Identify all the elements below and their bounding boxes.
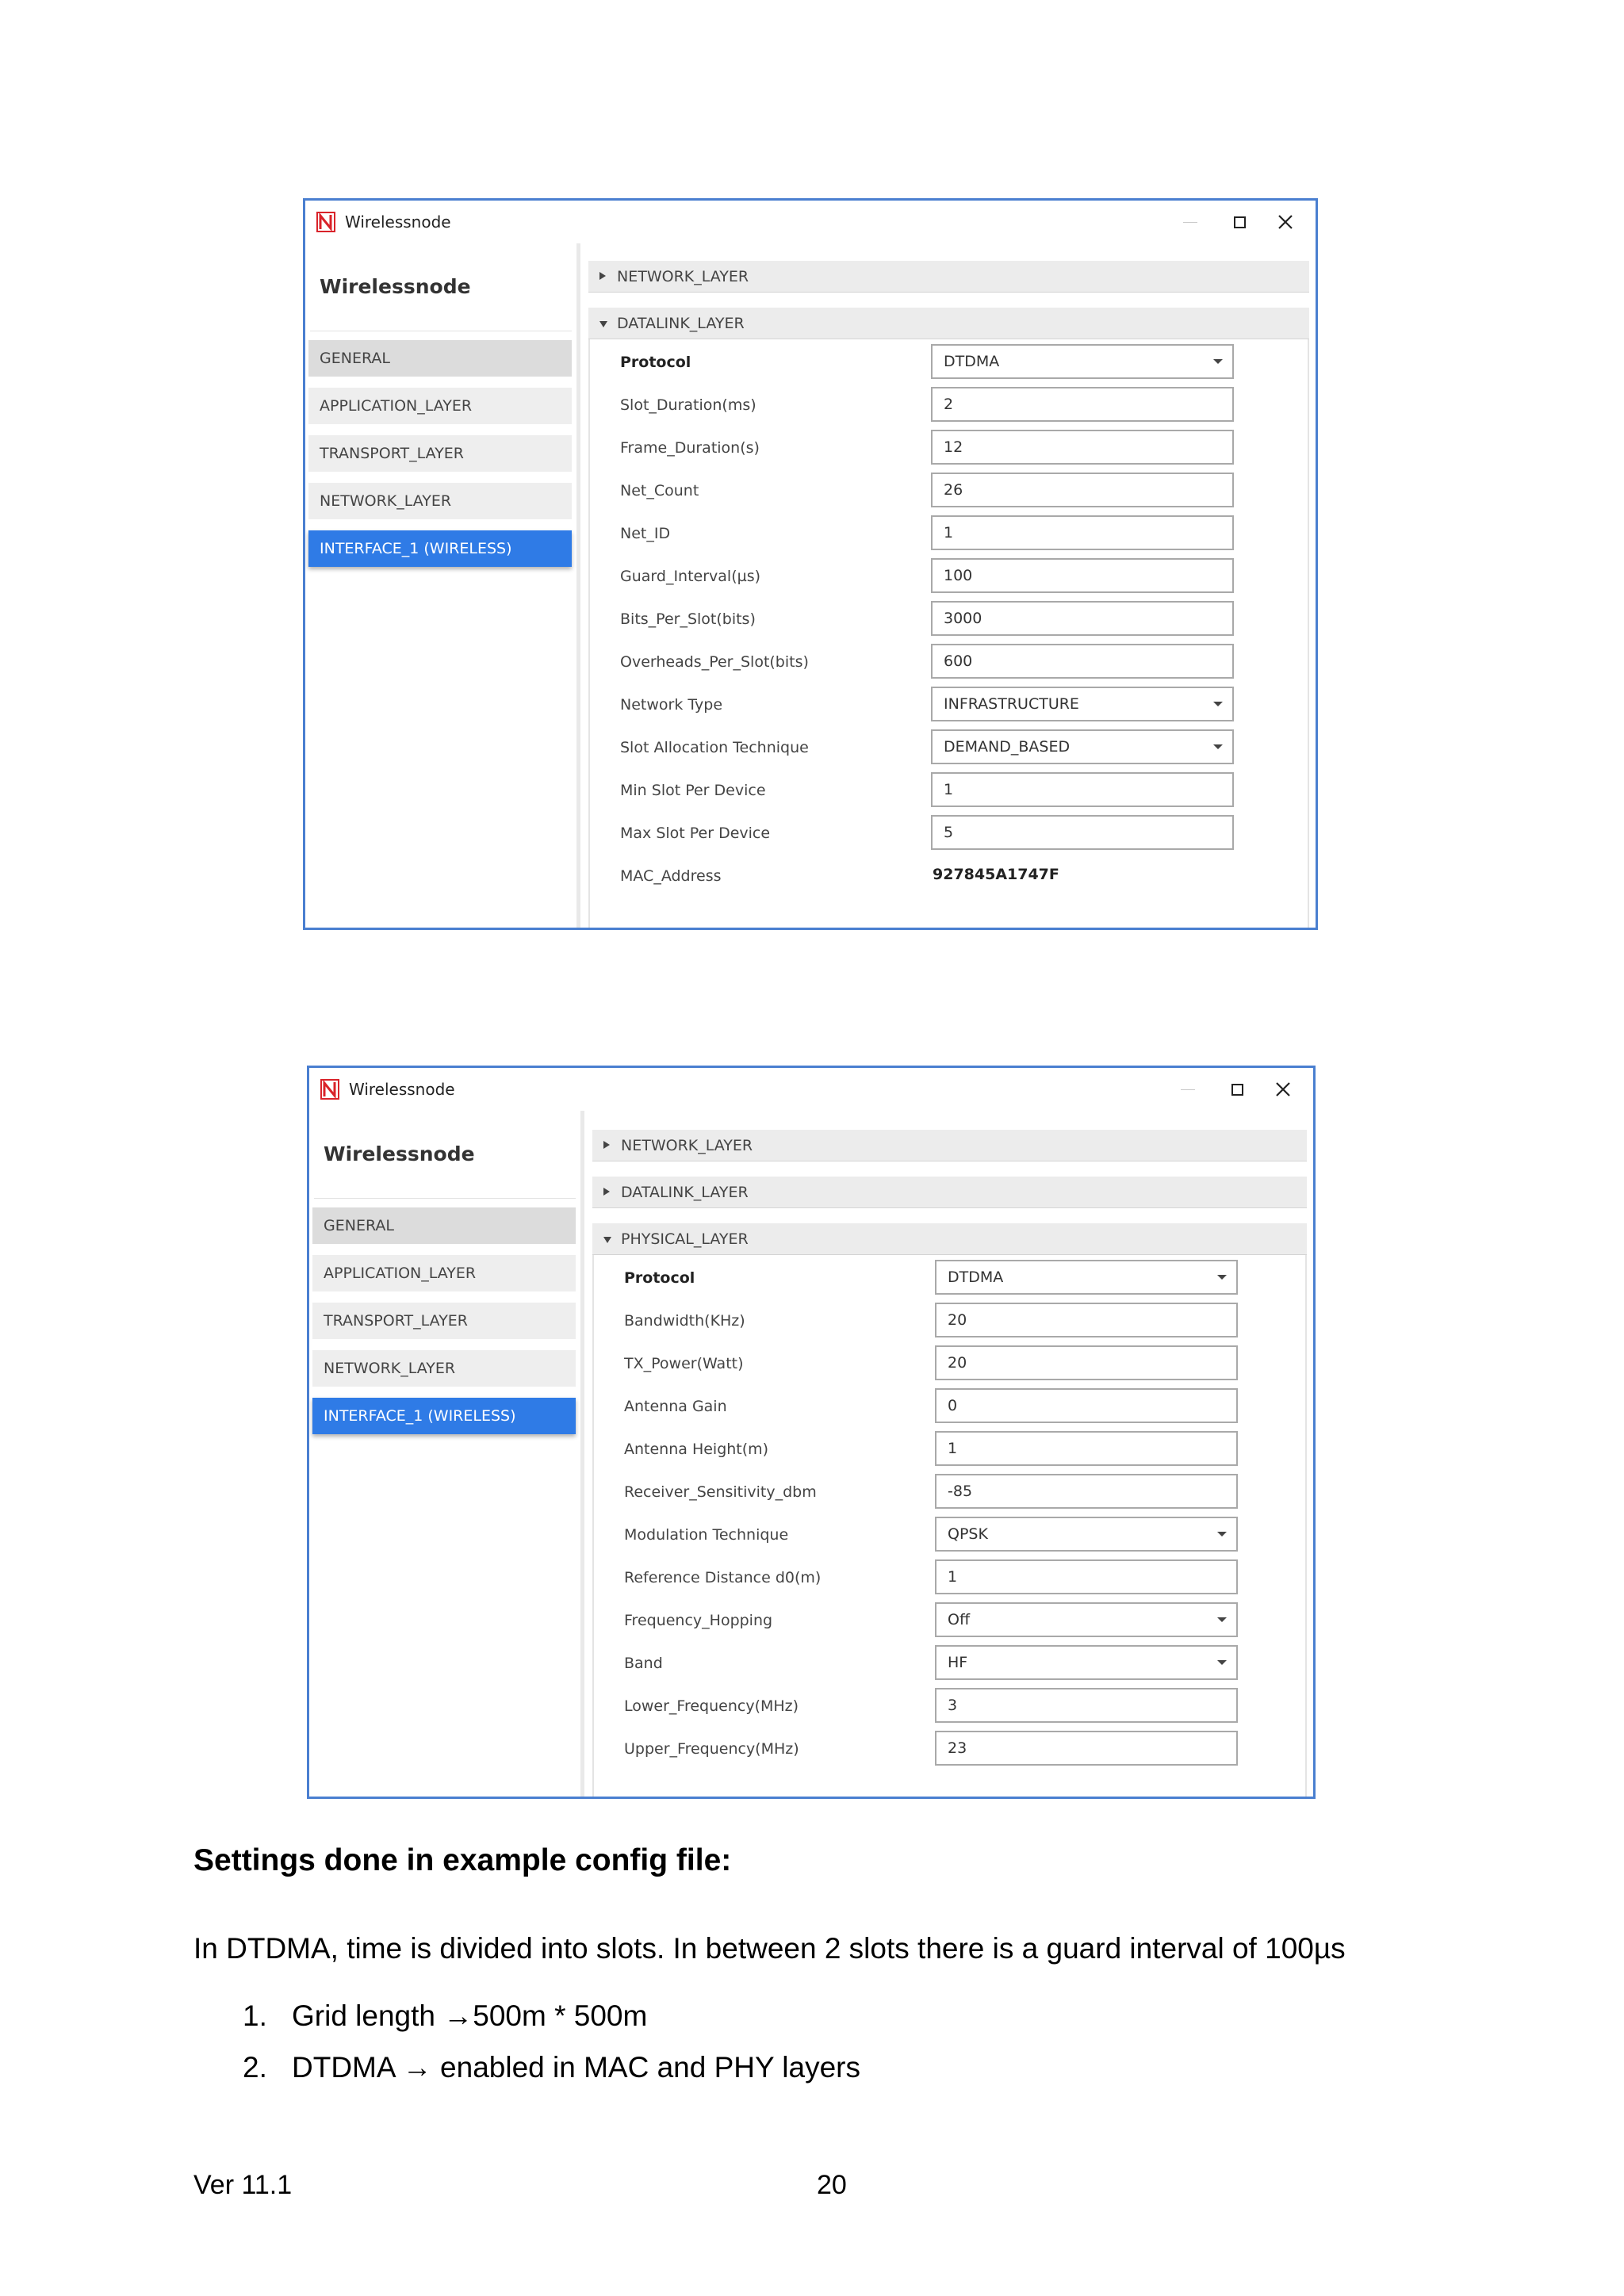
nav-item-transport-layer[interactable]: TRANSPORT_LAYER <box>312 1303 576 1339</box>
dropdown-arrow-icon <box>1217 1275 1227 1280</box>
nav-item-transport-layer[interactable]: TRANSPORT_LAYER <box>308 435 572 472</box>
field-value: HF <box>948 1654 968 1671</box>
antenna-height-input[interactable]: 1 <box>935 1431 1238 1466</box>
field-value: Off <box>948 1611 971 1628</box>
properties-pane <box>584 1111 1313 1797</box>
dropdown-arrow-icon <box>1217 1660 1227 1665</box>
field-row-slot-duration <box>590 387 1308 422</box>
net-id-input[interactable]: 1 <box>931 515 1234 550</box>
field-label: Frame_Duration(s) <box>620 439 760 457</box>
field-row-band <box>594 1645 1305 1680</box>
section-network-layer[interactable] <box>588 261 1309 293</box>
overheads-per-slot-input[interactable]: 600 <box>931 644 1234 679</box>
max-slot-input[interactable]: 5 <box>931 815 1234 850</box>
maximize-icon[interactable] <box>1220 207 1258 237</box>
nav-item-general[interactable]: GENERAL <box>312 1207 576 1244</box>
nav-item-interface-1-wireless[interactable]: INTERFACE_1 (WIRELESS) <box>312 1398 576 1434</box>
field-label: Net_ID <box>620 525 671 542</box>
section-heading: Settings done in example config file: <box>193 1843 732 1877</box>
section-label: DATALINK_LAYER <box>621 1184 749 1201</box>
close-icon[interactable] <box>1264 1074 1302 1104</box>
datalink-form <box>588 339 1309 928</box>
field-label: MAC_Address <box>620 867 722 885</box>
slot-duration-input[interactable]: 2 <box>931 387 1234 422</box>
app-logo-icon <box>320 1079 339 1100</box>
section-label: PHYSICAL_LAYER <box>621 1230 749 1248</box>
guard-interval-input[interactable]: 100 <box>931 558 1234 593</box>
modulation-dropdown[interactable] <box>935 1517 1238 1552</box>
list-text: Grid length →500m * 500m <box>292 1999 648 2032</box>
expand-arrow-icon <box>603 1188 610 1196</box>
nav-item-network-layer[interactable]: NETWORK_LAYER <box>308 483 572 519</box>
list-text: DTDMA → enabled in MAC and PHY layers <box>292 2051 861 2084</box>
body-paragraph: In DTDMA, time is divided into slots. In between 2 slots there is a guard interval of 100µs <box>193 1932 1346 1965</box>
field-row-bits-per-slot <box>590 601 1308 636</box>
field-row-reference-distance <box>594 1559 1305 1594</box>
protocol-dropdown[interactable] <box>935 1260 1238 1295</box>
list-item <box>243 1999 647 2033</box>
antenna-gain-input[interactable]: 0 <box>935 1388 1238 1423</box>
list-number: 1. <box>243 1999 267 2032</box>
field-row-lower-frequency <box>594 1688 1305 1723</box>
field-label: Protocol <box>624 1269 695 1287</box>
field-row-mac-address <box>590 858 1308 893</box>
nav-item-interface-1-wireless[interactable]: INTERFACE_1 (WIRELESS) <box>308 530 572 567</box>
section-physical-layer[interactable] <box>592 1223 1307 1255</box>
app-heading: Wirelessnode <box>324 1142 475 1165</box>
field-label: Slot_Duration(ms) <box>620 396 756 414</box>
field-label: Max Slot Per Device <box>620 825 771 842</box>
field-row-frame-duration <box>590 430 1308 465</box>
upper-frequency-input[interactable]: 23 <box>935 1731 1238 1766</box>
field-label: Slot Allocation Technique <box>620 739 809 756</box>
field-row-slot-allocation <box>590 729 1308 764</box>
field-value: INFRASTRUCTURE <box>944 695 1079 713</box>
app-logo-icon <box>316 212 335 232</box>
field-label: Lower_Frequency(MHz) <box>624 1697 799 1715</box>
field-row-tx-power <box>594 1345 1305 1380</box>
slot-allocation-dropdown[interactable] <box>931 729 1234 764</box>
field-row-guard-interval <box>590 558 1308 593</box>
tx-power-input[interactable]: 20 <box>935 1345 1238 1380</box>
nav-item-general[interactable]: GENERAL <box>308 340 572 377</box>
section-datalink-layer[interactable] <box>592 1177 1307 1208</box>
physical-form <box>592 1255 1307 1797</box>
field-row-network-type <box>590 687 1308 721</box>
nav-pane <box>305 243 576 928</box>
field-row-min-slot <box>590 772 1308 807</box>
field-label: TX_Power(Watt) <box>624 1355 744 1372</box>
page-number: 20 <box>817 2170 847 2200</box>
expand-arrow-icon <box>599 272 606 280</box>
nav-item-application-layer[interactable]: APPLICATION_LAYER <box>312 1255 576 1292</box>
field-label: Band <box>624 1655 663 1672</box>
dropdown-arrow-icon <box>1217 1617 1227 1622</box>
section-datalink-layer[interactable] <box>588 308 1309 339</box>
collapse-arrow-icon <box>603 1237 611 1243</box>
section-network-layer[interactable] <box>592 1130 1307 1161</box>
field-value: DTDMA <box>948 1269 1004 1286</box>
reference-distance-input[interactable]: 1 <box>935 1559 1238 1594</box>
field-label: Min Slot Per Device <box>620 782 766 799</box>
frame-duration-input[interactable]: 12 <box>931 430 1234 465</box>
field-label: Protocol <box>620 354 691 371</box>
bandwidth-input[interactable]: 20 <box>935 1303 1238 1337</box>
field-row-net-count <box>590 473 1308 507</box>
dropdown-arrow-icon <box>1213 744 1223 749</box>
protocol-dropdown[interactable] <box>931 344 1234 379</box>
field-label: Frequency_Hopping <box>624 1612 773 1629</box>
minimize-icon[interactable] <box>1171 207 1209 237</box>
band-dropdown[interactable] <box>935 1645 1238 1680</box>
section-label: DATALINK_LAYER <box>617 315 745 332</box>
field-label: Upper_Frequency(MHz) <box>624 1740 799 1758</box>
field-row-antenna-height <box>594 1431 1305 1466</box>
title-bar[interactable] <box>309 1068 1313 1111</box>
expand-arrow-icon <box>603 1141 610 1149</box>
field-label: Reference Distance d0(m) <box>624 1569 822 1586</box>
field-row-max-slot <box>590 815 1308 850</box>
field-label: Bandwidth(KHz) <box>624 1312 745 1330</box>
field-row-receiver-sensitivity <box>594 1474 1305 1509</box>
field-row-protocol <box>590 344 1308 379</box>
list-item <box>243 2051 860 2084</box>
app-heading: Wirelessnode <box>320 275 471 298</box>
wirelessnode-window-datalink <box>303 198 1318 930</box>
wirelessnode-window-physical <box>307 1066 1316 1799</box>
list-number: 2. <box>243 2051 267 2084</box>
field-row-net-id <box>590 515 1308 550</box>
field-row-frequency-hopping <box>594 1602 1305 1637</box>
field-label: Antenna Gain <box>624 1398 727 1415</box>
field-row-modulation <box>594 1517 1305 1552</box>
nav-item-application-layer[interactable]: APPLICATION_LAYER <box>308 388 572 424</box>
field-label: Overheads_Per_Slot(bits) <box>620 653 809 671</box>
dropdown-arrow-icon <box>1213 702 1223 706</box>
network-type-dropdown[interactable] <box>931 687 1234 721</box>
title-bar[interactable] <box>305 201 1316 243</box>
field-label: Antenna Height(m) <box>624 1441 769 1458</box>
field-label: Bits_Per_Slot(bits) <box>620 610 756 628</box>
minimize-icon[interactable] <box>1169 1074 1207 1104</box>
field-row-bandwidth <box>594 1303 1305 1337</box>
field-label: Net_Count <box>620 482 699 499</box>
field-label: Modulation Technique <box>624 1526 789 1544</box>
net-count-input[interactable]: 26 <box>931 473 1234 507</box>
dropdown-arrow-icon <box>1213 359 1223 364</box>
field-row-overheads-per-slot <box>590 644 1308 679</box>
bits-per-slot-input[interactable]: 3000 <box>931 601 1234 636</box>
min-slot-input[interactable]: 1 <box>931 772 1234 807</box>
footer-version: Ver 11.1 <box>193 2170 293 2200</box>
window-title: Wirelessnode <box>345 212 451 232</box>
field-label: Network Type <box>620 696 723 714</box>
field-value: QPSK <box>948 1525 988 1543</box>
field-label: Guard_Interval(µs) <box>620 568 761 585</box>
dropdown-arrow-icon <box>1217 1532 1227 1536</box>
collapse-arrow-icon <box>599 321 607 327</box>
field-row-protocol <box>594 1260 1305 1295</box>
receiver-sensitivity-input[interactable]: -85 <box>935 1474 1238 1509</box>
field-value: DTDMA <box>944 353 1000 370</box>
close-icon[interactable] <box>1266 207 1304 237</box>
section-label: NETWORK_LAYER <box>617 268 749 285</box>
properties-pane <box>580 243 1316 928</box>
field-row-antenna-gain <box>594 1388 1305 1423</box>
nav-item-network-layer[interactable]: NETWORK_LAYER <box>312 1350 576 1387</box>
field-label: Receiver_Sensitivity_dbm <box>624 1483 817 1501</box>
maximize-icon[interactable] <box>1218 1074 1256 1104</box>
window-title: Wirelessnode <box>349 1080 455 1099</box>
mac-address-value: 927845A1747F <box>933 866 1059 883</box>
divider <box>314 1198 576 1199</box>
field-row-upper-frequency <box>594 1731 1305 1766</box>
nav-pane <box>309 1111 580 1797</box>
field-value: DEMAND_BASED <box>944 738 1071 756</box>
frequency-hopping-dropdown[interactable] <box>935 1602 1238 1637</box>
lower-frequency-input[interactable]: 3 <box>935 1688 1238 1723</box>
section-label: NETWORK_LAYER <box>621 1137 753 1154</box>
